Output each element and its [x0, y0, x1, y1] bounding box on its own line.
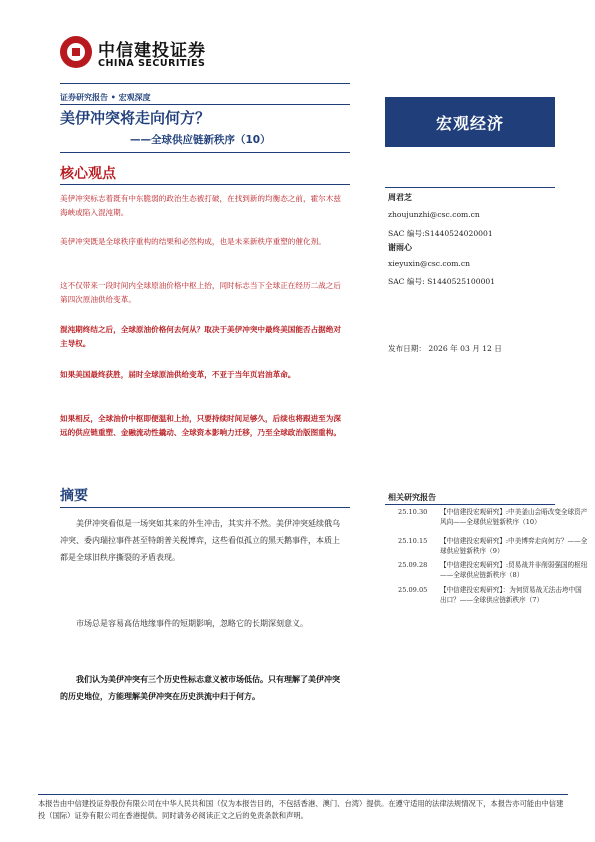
report-subtitle: ——全球供应链新秩序（10）: [130, 134, 271, 146]
author-rule: [385, 187, 555, 188]
core-point: 如果相反，全球油价中枢即便温和上抬，只要持续时间足够久，后续也将跟进至为深远的供应链重塑、金融流动性撬动、全球资本影响力迁移，乃至全球政治版图重构。: [60, 414, 341, 438]
related-heading: 相关研究报告: [388, 493, 436, 502]
related-title[interactable]: 【中信建投宏观研究】:中美博弈走向何方？——全球供应链新秩序（9）: [440, 537, 588, 555]
summary-heading: 摘要: [60, 488, 88, 504]
author-name: 周君芝: [388, 193, 412, 202]
summary-rule: [60, 507, 350, 508]
report-type: 证券研究报告 • 宏观深度: [60, 93, 151, 102]
header-rule: [60, 83, 350, 84]
author-email: xieyuxin@csc.com.cn: [388, 259, 470, 268]
core-point: 美伊冲突既是全球秩序重构的结果和必然构成，也是未来新秩序重塑的催化剂。: [60, 237, 326, 246]
related-rule: [385, 504, 555, 505]
related-date: 25.10.30: [398, 508, 428, 516]
related-title[interactable]: 【中信建投宏观研究】:贸易战并非削弱强国的枢纽——全球供应链新秩序（8）: [440, 561, 588, 579]
author-sac: SAC 编号: S1440525100001: [388, 277, 496, 286]
summary-paragraph: 市场总是容易高估地缘事件的短期影响，忽略它的长期深刻意义。: [76, 619, 308, 628]
footer-rule: [38, 794, 568, 795]
title-rule: [60, 152, 350, 153]
summary-paragraph: 美伊冲突看似是一场突如其来的外生冲击，其实并不然。美伊冲突延续俄乌冲突、委内瑞拉事件甚至特朗普关税博弈，这些看似孤立的黑天鹅事件，本质上都是全球旧秩序撕裂的矛盾表现。: [60, 519, 340, 562]
related-date: 25.09.05: [398, 586, 428, 594]
logo-text-cn: 中信建投证券: [98, 41, 206, 61]
related-date: 25.10.15: [398, 537, 428, 545]
core-point: 混沌期终结之后，全球原油价格何去何从？取决于美伊冲突中最终美国能否占据绝对主导权。: [60, 325, 341, 349]
report-title: 美伊冲突将走向何方？: [60, 109, 211, 127]
core-point: 美伊冲突标志着既有中东脆弱的政治生态被打破，在找到新的均衡态之前，霍尔木兹海峡或陷入混沌期。: [60, 194, 341, 218]
disclaimer-footer: 本报告由中信建投证券股份有限公司在中华人民共和国（仅为本报告目的，不包括香港、澳门、台湾）提供。在遵守适用的法律法规情况下，本报告亦可能由中信建投（国际）证券有限公司在香港提供。同时请务必阅读正文之后的免责条款和声明。: [38, 799, 564, 820]
related-date: 25.09.28: [398, 561, 428, 569]
core-rule: [60, 184, 350, 185]
logo-text-en: CHINA SECURITIES: [98, 58, 206, 69]
section-badge: 宏观经济: [385, 97, 555, 147]
type-rule: [60, 104, 350, 105]
author-name: 谢雨心: [388, 243, 412, 252]
core-point: 这不仅带来一段时间内全球原油价格中枢上抬，同时标志当下全球正在经历二战之后第四次原油供给变革。: [60, 281, 341, 305]
brand-logo-icon: [60, 36, 92, 68]
related-title[interactable]: 【中信建投宏观研究】：为何贸易战无法击垮中国出口？——全球供应链新秩序（7）: [440, 586, 582, 604]
author-sac: SAC 编号:S1440524020001: [388, 229, 493, 238]
summary-paragraph: 我们认为美伊冲突有三个历史性标志意义被市场低估。只有理解了美伊冲突的历史地位，方能理解美伊冲突在历史洪流中归于何方。: [60, 675, 340, 701]
core-heading: 核心观点: [60, 166, 116, 182]
publish-date: 发布日期： 2026 年 03 月 12 日: [388, 344, 502, 353]
related-title[interactable]: 【中信建投宏观研究】:中美釜山会晤改变全球资产风向——全球供应链新秩序（10）: [440, 508, 588, 526]
core-point: 如果美国最终获胜，届时全球原油供给变革，不亚于当年页岩油革命。: [60, 370, 296, 379]
author-email: zhoujunzhi@csc.com.cn: [388, 210, 480, 219]
